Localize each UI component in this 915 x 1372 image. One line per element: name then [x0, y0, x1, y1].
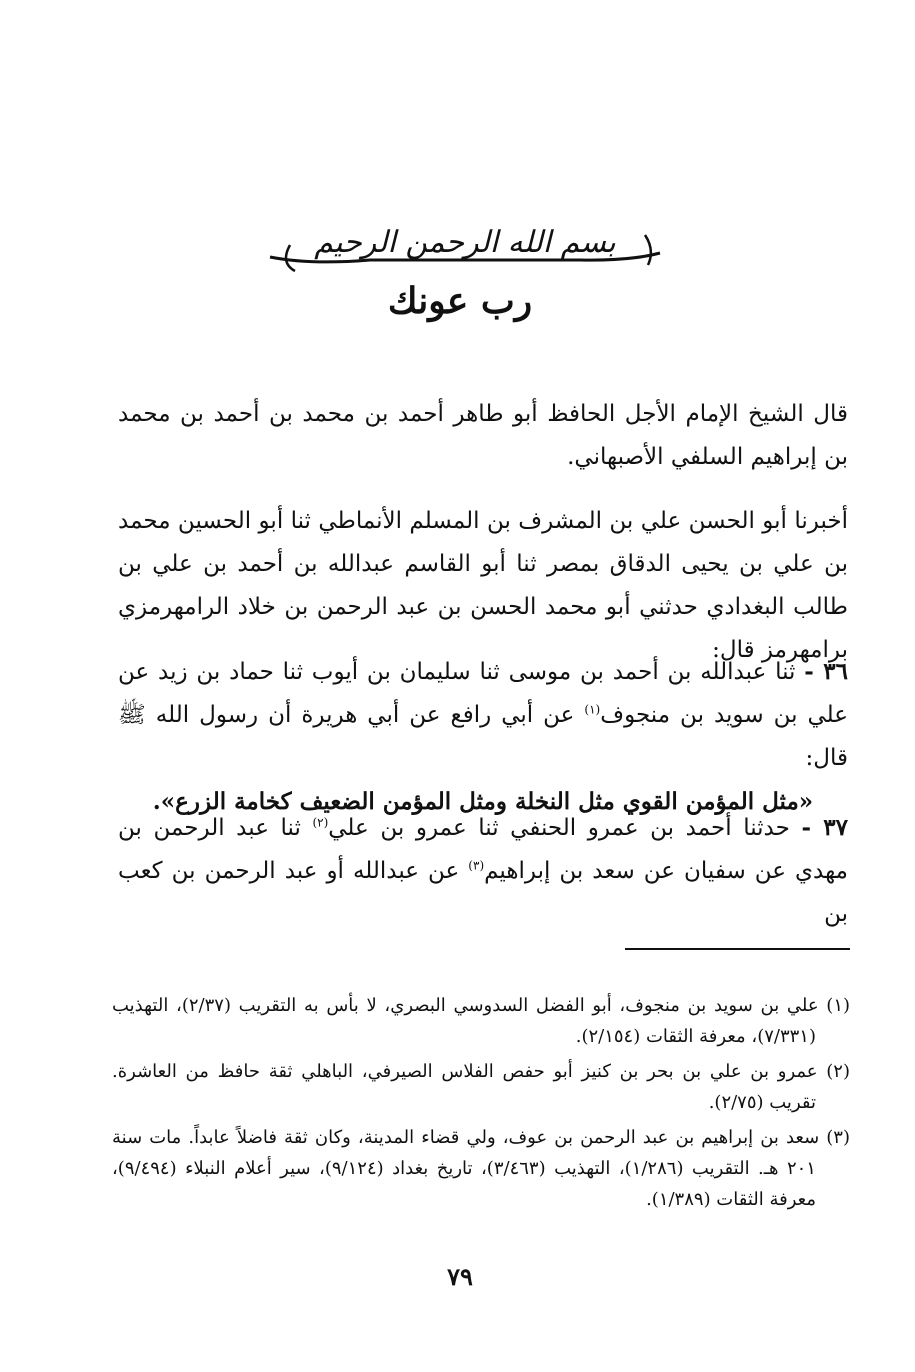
- hadith-36-text-a: ثنا عبدالله بن أحمد بن موسى ثنا سليمان بن أيوب ثنا حماد بن زيد عن علي بن سويد بن منجوف: [118, 659, 848, 728]
- hadith-37-number: ٣٧ -: [801, 814, 848, 841]
- hadith-36-text-b: عن أبي رافع عن أبي هريرة أن رسول الله ﷺ قال:: [118, 702, 848, 771]
- footnote-ref-2: (٢): [312, 815, 329, 830]
- hadith-37-text-c: عن عبدالله أو عبد الرحمن بن كعب بن: [118, 858, 848, 927]
- page-heading: رب عونك: [387, 280, 533, 322]
- footnote-2: (٢) عمرو بن علي بن بحر بن كنيز أبو حفص الفلاس الصيرفي، الباهلي ثقة حافظ من العاشرة. تقريب (٢/٧٥).: [112, 1061, 850, 1113]
- intro-paragraph: قال الشيخ الإمام الأجل الحافظ أبو طاهر أحمد بن محمد بن أحمد بن محمد بن إبراهيم السلفي الأصبهاني.: [118, 401, 848, 470]
- isnad-paragraph: أخبرنا أبو الحسن علي بن المشرف بن المسلم الأنماطي ثنا أبو الحسين محمد بن علي بن يحيى الدقاق بمصر ثنا أبو القاسم عبدالله بن أحمد بن علي بن طالب البغدادي حدثني أبو محمد الحسن بن عبد الرحمن بن خلاد الرامهرمزي برامهرمز قال:: [118, 508, 848, 663]
- hadith-36-quote: «مثل المؤمن القوي مثل النخلة ومثل المؤمن الضعيف كخامة الزرع».: [152, 788, 814, 815]
- hadith-36-number: ٣٦ -: [804, 658, 848, 685]
- hadith-36-paragraph: [118, 650, 848, 823]
- footnote-3: (٣) سعد بن إبراهيم بن عبد الرحمن بن عوف، ولي قضاء المدينة، وكان ثقة فاضلاً عابداً. مات سنة ٢٠١ هـ. التقريب (١/٢٨٦)، التهذيب (٣/٤٦٣)، تاريخ بغداد (٩/١٢٤)، سير أعلام النبلاء (٩/٤٩٤)، معرفة الثقات (١/٣٨٩).: [112, 1127, 850, 1210]
- hadith-37-paragraph: [118, 806, 848, 936]
- hadith-37-text-b: ثنا عبد الرحمن بن مهدي عن سفيان عن سعد بن إبراهيم: [118, 815, 849, 884]
- footnote-ref-1: (١): [584, 702, 601, 717]
- footnote-1: (١) علي بن سويد بن منجوف، أبو الفضل السدوسي البصري، لا بأس به التقريب (٢/٣٧)، التهذيب (٧/٣٣١)، معرفة الثقات (٢/١٥٤).: [112, 995, 851, 1047]
- footnotes: [112, 990, 850, 1219]
- footnote-divider: [625, 948, 850, 950]
- basmala-calligraphy: [250, 205, 680, 285]
- basmala-text: بسم الله الرحمن الرحيم: [314, 225, 616, 260]
- footnote-ref-3: (٣): [468, 858, 485, 873]
- hadith-37-text-a: حدثنا أحمد بن عمرو الحنفي ثنا عمرو بن علي: [328, 815, 790, 841]
- page-number: ٧٩: [447, 1262, 473, 1291]
